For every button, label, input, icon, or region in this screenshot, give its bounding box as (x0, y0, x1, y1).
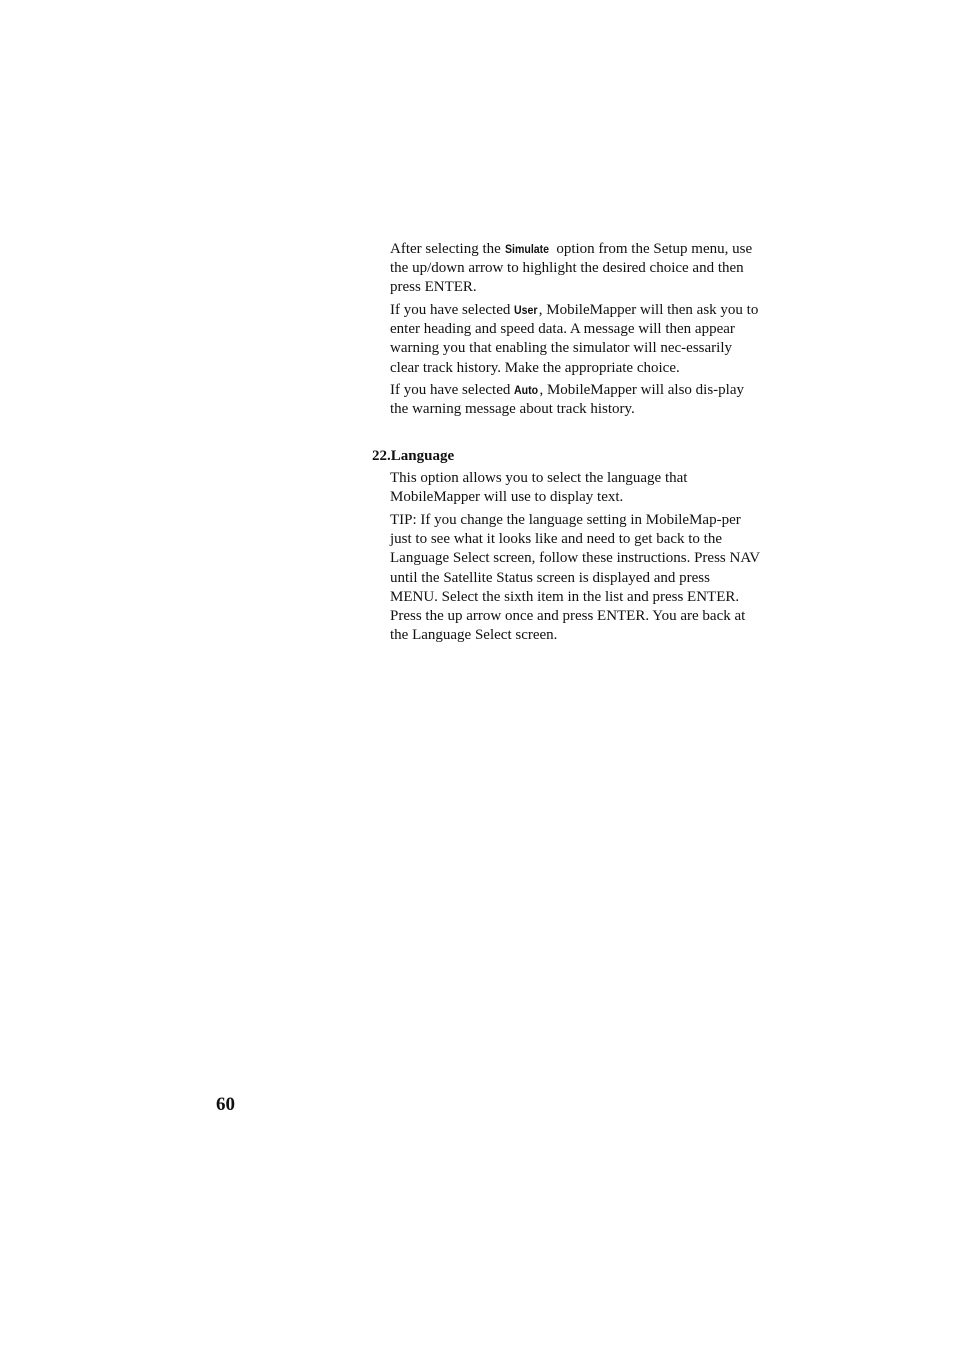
simulate-paragraph-lead-text: After selecting the (390, 241, 505, 257)
page-number: 60 (216, 1094, 235, 1115)
language-tip-paragraph: TIP: If you change the language setting in MobileMap-per just to see what it looks like and need to get back to the Language Select screen, follow these instructions. Press NAV until the Satellite Status screen is displayed and press MENU. Select the sixth item in the list and press ENTER. Press the up arrow once and press ENTER. You are back at the Language Select screen. (390, 512, 760, 644)
simulate-option-paragraph (390, 240, 760, 298)
user-paragraph-rest-text: , MobileMapper will then ask you to enter heading and speed data. A message will then appear warning you that enabling the simulator will nec-essarily clear track history. Make the appropriate choice. (390, 302, 759, 376)
auto-term: Auto (514, 383, 539, 397)
auto-option-paragraph (390, 381, 760, 419)
language-description-paragraph: This option allows you to select the language that MobileMapper will use to display text. (390, 470, 688, 506)
user-paragraph-lead-text: If you have selected (390, 302, 515, 318)
user-term: User (514, 303, 538, 317)
auto-paragraph-rest-text: , MobileMapper will also dis-play the warning message about track history. (390, 382, 744, 418)
auto-paragraph-lead-text: If you have selected (390, 382, 515, 398)
language-section-heading: 22.Language (372, 448, 455, 464)
user-option-paragraph (390, 301, 760, 378)
simulate-term: Simulate (504, 242, 549, 256)
simulate-paragraph-rest-text: option from the Setup menu, use the up/down arrow to highlight the desired choice and then press ENTER. (390, 241, 753, 296)
